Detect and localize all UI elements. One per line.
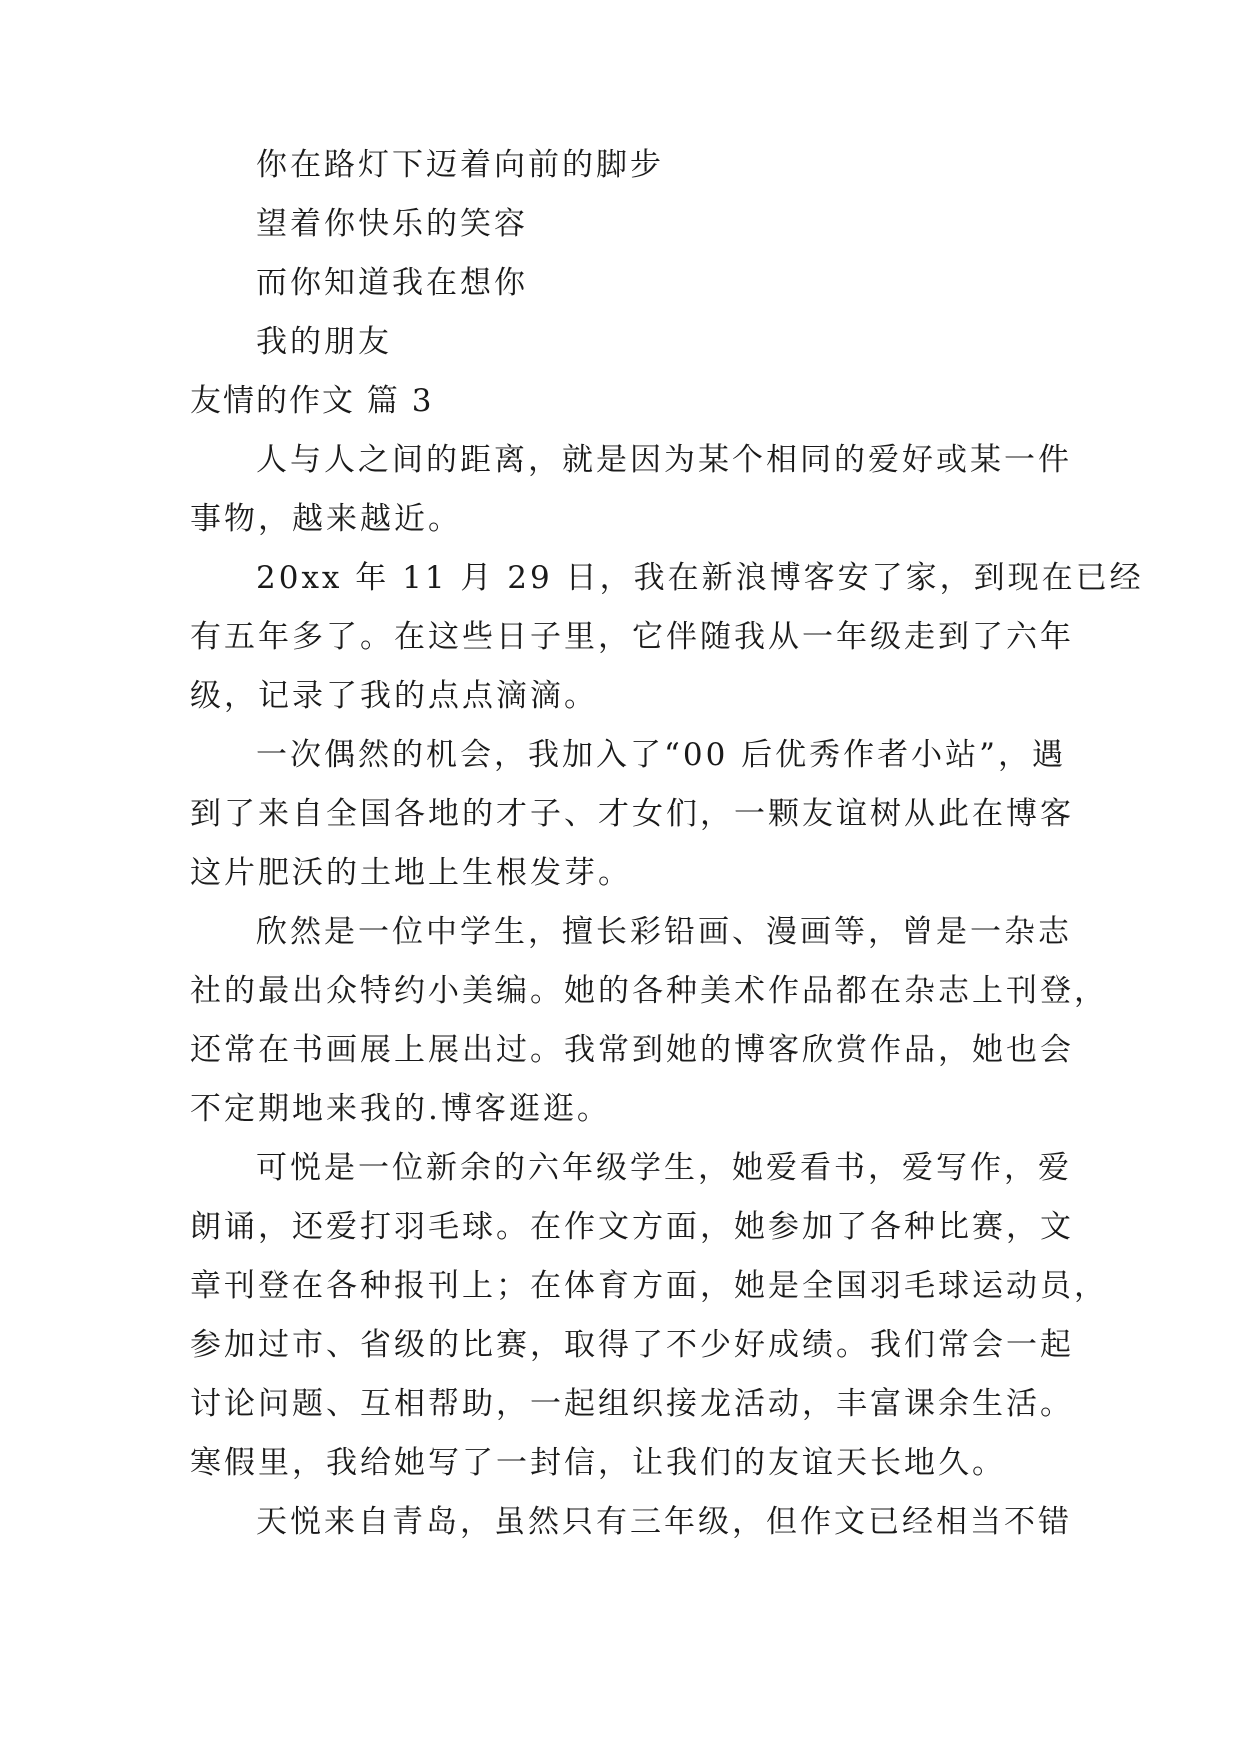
paragraph-line: 级，记录了我的点点滴滴。 xyxy=(190,678,598,714)
paragraph-line: 这片肥沃的土地上生根发芽。 xyxy=(190,855,632,891)
paragraph-line: 章刊登在各种报刊上；在体育方面，她是全国羽毛球运动员， xyxy=(190,1268,1108,1304)
poem-line: 你在路灯下迈着向前的脚步 xyxy=(256,147,664,183)
paragraph-line: 朗诵，还爱打羽毛球。在作文方面，她参加了各种比赛，文 xyxy=(190,1209,1074,1245)
paragraph-line: 不定期地来我的.博客逛逛。 xyxy=(190,1091,611,1127)
paragraph-line: 到了来自全国各地的才子、才女们，一颗友谊树从此在博客 xyxy=(190,796,1074,832)
paragraph-line: 参加过市、省级的比赛，取得了不少好成绩。我们常会一起 xyxy=(190,1327,1074,1363)
paragraph-line: 一次偶然的机会，我加入了“00 后优秀作者小站”，遇 xyxy=(256,737,1066,773)
poem-line: 而你知道我在想你 xyxy=(256,265,528,301)
paragraph-line: 可悦是一位新余的六年级学生，她爱看书，爱写作，爱 xyxy=(256,1150,1072,1186)
paragraph-line: 寒假里，我给她写了一封信，让我们的友谊天长地久。 xyxy=(190,1445,1006,1481)
paragraph-line: 20xx 年 11 月 29 日，我在新浪博客安了家，到现在已经 xyxy=(256,560,1144,596)
section-heading: 友情的作文 篇 3 xyxy=(190,383,434,419)
paragraph-line: 欣然是一位中学生，擅长彩铅画、漫画等，曾是一杂志 xyxy=(256,914,1072,950)
paragraph-line: 讨论问题、互相帮助，一起组织接龙活动，丰富课余生活。 xyxy=(190,1386,1074,1422)
paragraph-line: 人与人之间的距离，就是因为某个相同的爱好或某一件 xyxy=(256,442,1072,478)
poem-line: 我的朋友 xyxy=(256,324,392,360)
paragraph-line: 有五年多了。在这些日子里，它伴随我从一年级走到了六年 xyxy=(190,619,1074,655)
poem-line: 望着你快乐的笑容 xyxy=(256,206,528,242)
paragraph-line: 天悦来自青岛，虽然只有三年级，但作文已经相当不错 xyxy=(256,1504,1072,1540)
paragraph-line: 事物，越来越近。 xyxy=(190,501,462,537)
paragraph-line: 社的最出众特约小美编。她的各种美术作品都在杂志上刊登， xyxy=(190,973,1108,1009)
paragraph-line: 还常在书画展上展出过。我常到她的博客欣赏作品，她也会 xyxy=(190,1032,1074,1068)
